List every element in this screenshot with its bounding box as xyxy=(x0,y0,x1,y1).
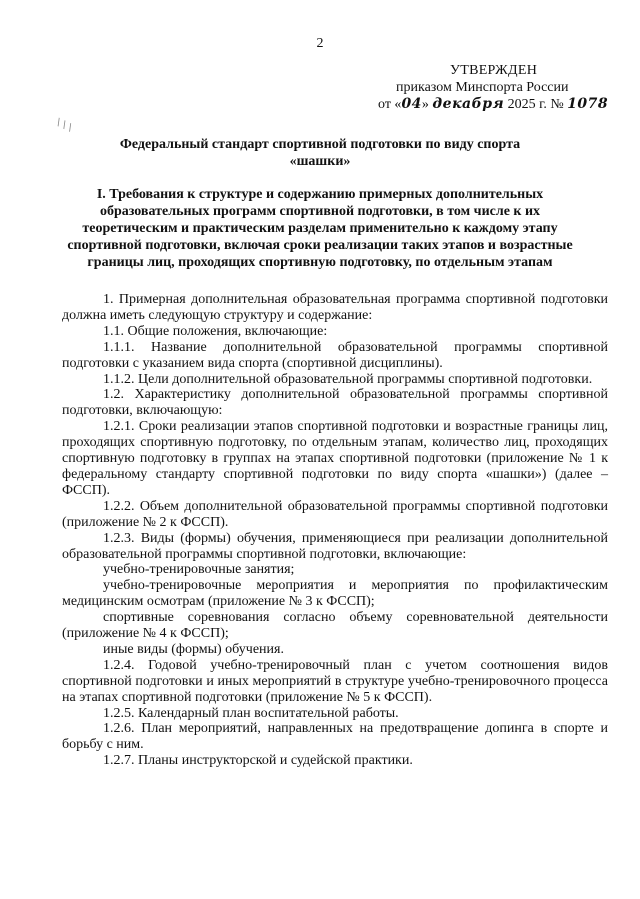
handwritten-day: 04 xyxy=(401,96,422,112)
title-line-1: Федеральный стандарт спортивной подготовки по виду спорта xyxy=(119,137,521,152)
document-title xyxy=(60,136,580,170)
paragraph: 1.1.2. Цели дополнительной образовательной программы спортивной подготовки. xyxy=(103,371,593,387)
section-heading: I. Требования к структуре и содержанию примерных дополнительных образовательных программ спортивной подготовки, в том числе к их теоретическим и практическим разделам применительно к каждому этапу спортивной подготовки, включая сроки реализации таких этапов и возрастные границы лиц, проходящих спортивную подготовку, по отдельным этапам xyxy=(67,187,573,270)
paragraph: спортивные соревнования согласно объему соревновательной деятельности (приложение № 4 к ФССП); xyxy=(62,610,608,642)
paragraph: 1.1. Общие положения, включающие: xyxy=(103,323,328,339)
paragraph: 1.2.6. План мероприятий, направленных на предотвращение допинга в спорте и борьбу с ним. xyxy=(62,721,608,753)
paragraph: учебно-тренировочные мероприятия и мероприятия по профилактическим медицинским осмотрам (приложение № 3 к ФССП); xyxy=(62,578,608,610)
paragraph: 1.2.4. Годовой учебно-тренировочный план с учетом соотношения видов спортивной подготовки и иных мероприятий в структуре учебно-тренировочного процесса на этапах спортивной подготовки (приложение № 5 к ФССП). xyxy=(62,657,608,705)
paragraph: 1.2.5. Календарный план воспитательной работы. xyxy=(103,705,399,721)
handwritten-month: декабря xyxy=(432,96,505,112)
paragraph: 1.2.1. Сроки реализации этапов спортивной подготовки и возрастные границы лиц, проходящих спортивную подготовку, по отдельным этапам, количество лиц, проходящих спортивную подготовку в группах на этапах спортивной подготовки (приложение № 1 к федеральному стандарту спортивной подготовки по виду спорта «шашки») (далее – ФССП). xyxy=(62,419,608,498)
approval-block xyxy=(378,62,618,113)
document-body xyxy=(62,292,608,769)
title-line-2: «шашки» xyxy=(289,154,351,169)
paragraph: 1. Примерная дополнительная образовательная программа спортивной подготовки должна иметь следующую структуру и содержание: xyxy=(62,292,608,323)
date-year: 2025 г. № xyxy=(507,97,564,112)
approval-order: приказом Минспорта России xyxy=(396,80,569,95)
paragraph: учебно-тренировочные занятия; xyxy=(103,562,295,578)
paragraph: 1.2.7. Планы инструкторской и судейской практики. xyxy=(103,753,413,769)
paragraph: 1.2.3. Виды (формы) обучения, применяющиеся при реализации дополнительной образовательной программы спортивной подготовки, включающие: xyxy=(62,530,608,562)
paragraph: 1.2.2. Объем дополнительной образовательной программы спортивной подготовки (приложение № 2 к ФССП). xyxy=(62,498,608,530)
paragraph: 1.1.1. Название дополнительной образовательной программы спортивной подготовки с указанием вида спорта (спортивной дисциплины). xyxy=(62,339,608,371)
date-prefix: от « xyxy=(378,97,402,112)
approval-heading: УТВЕРЖДЕН xyxy=(450,63,538,78)
page-number: 2 xyxy=(316,36,324,51)
approval-date-line xyxy=(378,96,618,113)
paragraph: иные виды (формы) обучения. xyxy=(103,641,284,657)
margin-scribble-mark: ∖∖∖ xyxy=(52,116,75,135)
paragraph: 1.2. Характеристику дополнительной образовательной программы спортивной подготовки, включающую: xyxy=(62,387,608,419)
date-mid: » xyxy=(421,97,429,112)
handwritten-number: 1078 xyxy=(567,96,609,112)
